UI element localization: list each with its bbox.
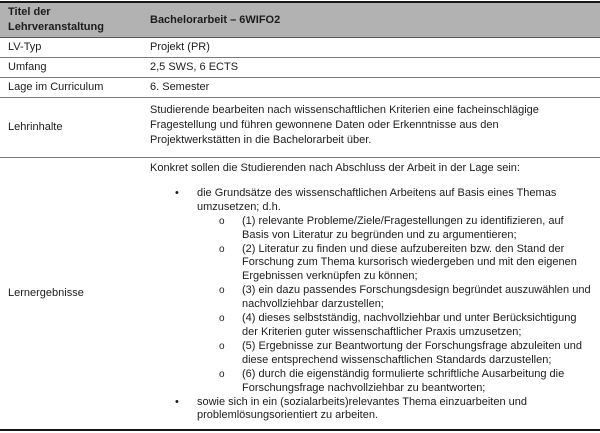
lehrinhalte-label: Lehrinhalte [8,121,63,133]
list-item-text: sowie sich in ein (sozialarbeits)relevantes Thema einzuarbeiten und problemlösungsorientiert zu arbeiten. [197,395,527,422]
lage-im-curriculum-label: Lage im Curriculum [8,81,104,93]
umfang-label: Umfang [8,61,47,73]
list-subitem-text: (5) Ergebnisse zur Beantwortung der Forschungsfrage abzuleiten und diese entsprechend wissenschaftlichen Standards darzustellen; [242,339,582,366]
list-subitem [219,215,592,243]
circle-bullet-icon: o [219,313,225,325]
circle-bullet-icon: o [219,285,225,297]
header-value-cell: Bachelorarbeit – 6WIFO2 [150,13,281,26]
row-umfang [0,58,600,78]
list-subitem-text: (6) durch die eigenständig formulierte schriftliche Ausarbeitung die Forschungsfrage nachvollziehbar zu beantworten; [242,367,565,394]
bullet-icon: • [175,395,179,408]
list-subitem-text: (3) ein dazu passendes Forschungsdesign begründet auszuwählen und nachvollziehbar darzustellen; [242,284,591,311]
list-subitem [219,368,592,396]
row-lehrinhalte [0,98,600,158]
list-subitem-text: (4) dieses selbstständig, nachvollziehbar und unter Berücksichtigung der Kriterien guter wissenschaftlicher Praxis umzusetzen; [242,312,577,338]
row-lv-typ [0,38,600,58]
list-subitem [219,312,592,340]
list-item [175,187,592,215]
list-subitem-text: (1) relevante Probleme/Ziele/Fragestellungen zu identifizieren, auf Basis von Literatur zu begründen und zu argumentieren; [242,214,564,241]
circle-bullet-icon: o [219,340,225,352]
row-lernergebnisse [0,158,600,429]
course-table [0,3,600,431]
list-subitem [219,340,592,368]
list-item [175,396,592,424]
lv-typ-label: LV-Typ [8,41,42,53]
lernergebnisse-intro: Konkret sollen die Studierenden nach Abschluss der Arbeit in der Lage sein: [150,162,520,174]
circle-bullet-icon: o [219,368,225,380]
table-header-row [0,3,600,38]
bullet-icon: • [175,186,179,199]
list-item-text: die Grundsätze des wissenschaftlichen Arbeitens auf Basis eines Themas umzusetzen; d.h. [197,186,557,213]
row-lage-im-curriculum [0,78,600,98]
lernergebnisse-content [145,158,600,429]
list-subitem [219,284,592,312]
lehrinhalte-text: Studierende bearbeiten nach wissenschaftlichen Kriterien eine facheinschlägige Fragestellung und führen gewonnene Daten oder Erkenntnisse aus den Projektwerkstätten in die Bachelorarbeit über. [150,104,539,146]
header-label-cell: Titel der Lehrveranstaltung [8,6,104,33]
lernergebnisse-label: Lernergebnisse [8,287,84,300]
umfang-value: 2,5 SWS, 6 ECTS [150,61,239,73]
circle-bullet-icon: o [219,215,225,227]
lage-im-curriculum-value: 6. Semester [150,81,210,93]
list-subitem-text: (2) Literatur zu finden und diese aufzubereiten bzw. den Stand der Forschung zum Thema kursorisch wiedergeben und mit den eigenen Ergebnissen verknüpfen zu können; [242,242,577,283]
circle-bullet-icon: o [219,243,225,255]
list-subitem [219,243,592,285]
lv-typ-value: Projekt (PR) [150,41,210,53]
